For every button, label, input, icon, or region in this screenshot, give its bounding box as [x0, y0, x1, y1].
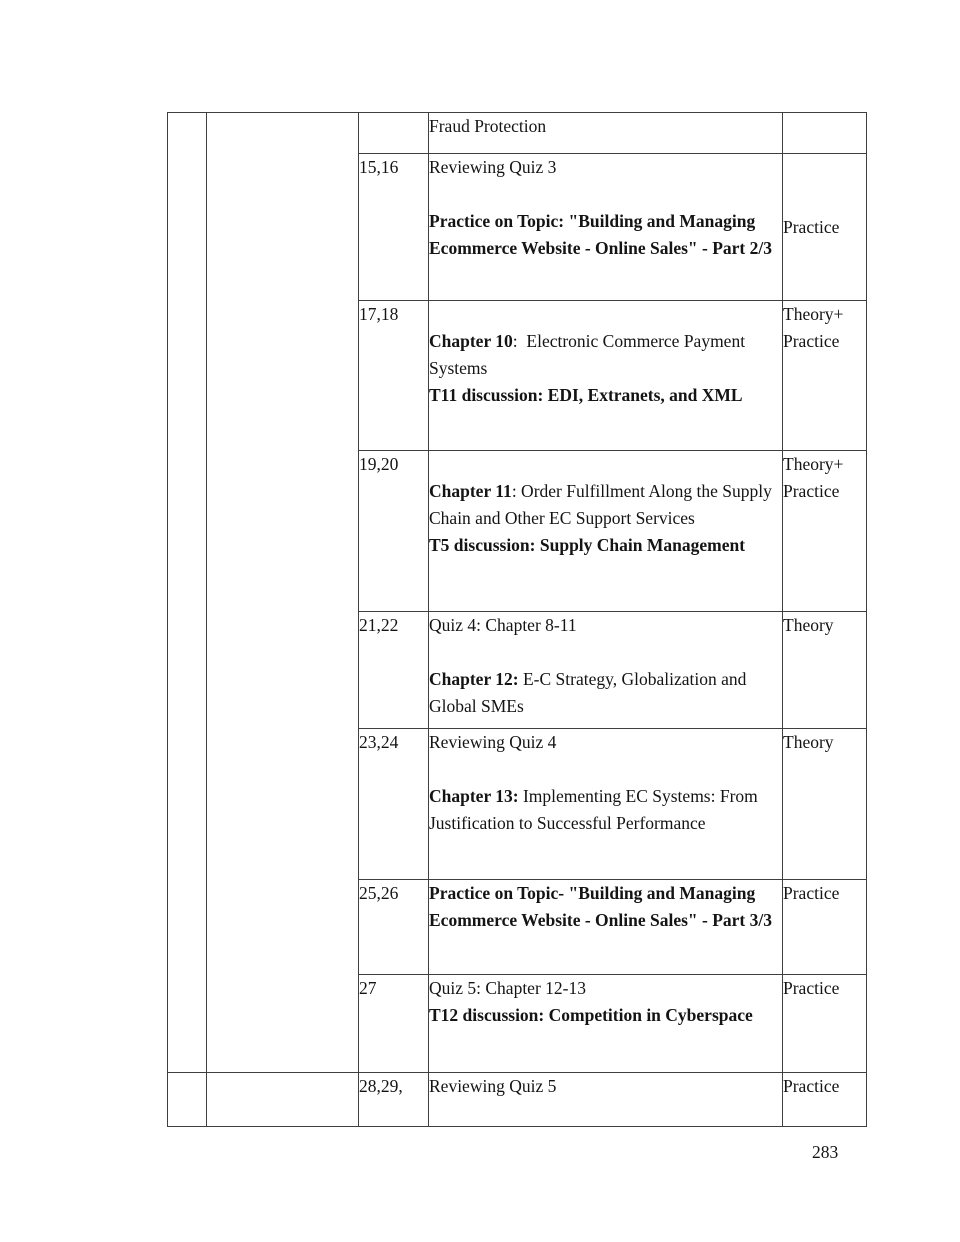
- type-cell: [783, 154, 867, 301]
- content-cell: [429, 301, 783, 451]
- session-type-label: Practice: [783, 1076, 840, 1096]
- content-paragraph: [429, 208, 782, 262]
- text-run: Quiz 4: Chapter 8-11: [429, 615, 577, 635]
- content-cell: [429, 612, 783, 729]
- sessions-cell: 28,29,: [359, 1073, 429, 1127]
- type-cell: [783, 113, 867, 154]
- text-run: E-C Strategy, Globalization and Global SMEs: [429, 669, 751, 716]
- content-paragraph: [429, 382, 782, 409]
- content-cell: [429, 1073, 783, 1127]
- blank-line: [429, 639, 782, 666]
- content-paragraph: [429, 729, 782, 756]
- sessions-cell: 15,16: [359, 154, 429, 301]
- bold-text-run: Chapter 12:: [429, 669, 519, 689]
- content-paragraph: [429, 113, 782, 140]
- text-run: Reviewing Quiz 4: [429, 732, 557, 752]
- sessions-cell: 17,18: [359, 301, 429, 451]
- bold-text-run: Chapter 13:: [429, 786, 519, 806]
- type-cell: [783, 729, 867, 880]
- content-paragraph: [429, 975, 782, 1002]
- session-type-label: Practice: [783, 883, 840, 903]
- text-run: : Order Fulfillment Along the Supply Chain and Other EC Support Services: [429, 481, 777, 528]
- text-run: Fraud Protection: [429, 116, 547, 136]
- sessions-cell: 25,26: [359, 880, 429, 975]
- content-cell: [429, 154, 783, 301]
- sessions-cell: 23,24: [359, 729, 429, 880]
- session-type-label: Practice: [783, 481, 840, 501]
- bold-text-run: Practice on Topic- "Building and Managing Ecommerce Website - Online Sales" - Part 3/3: [429, 883, 772, 930]
- text-run: Implementing EC Systems: From Justification to Successful Performance: [429, 786, 763, 833]
- blank-line: [429, 451, 782, 478]
- type-cell: [783, 301, 867, 451]
- type-cell: [783, 612, 867, 729]
- session-type-label: Practice: [783, 216, 840, 237]
- type-cell: [783, 451, 867, 612]
- session-type-label: Theory: [783, 732, 834, 752]
- left-group-cell: [207, 113, 359, 1073]
- bold-text-run: T11 discussion: EDI, Extranets, and XML: [429, 385, 743, 405]
- blank-line: [429, 301, 782, 328]
- course-schedule-table: [167, 112, 867, 1127]
- sessions-cell: [359, 113, 429, 154]
- content-cell: [429, 880, 783, 975]
- content-paragraph: [429, 154, 782, 181]
- content-cell: [429, 729, 783, 880]
- content-cell: [429, 113, 783, 154]
- content-paragraph: [429, 1073, 782, 1100]
- content-cell: [429, 451, 783, 612]
- bold-text-run: T5 discussion: Supply Chain Management: [429, 535, 746, 555]
- sessions-cell: 19,20: [359, 451, 429, 612]
- content-paragraph: [429, 666, 782, 720]
- content-paragraph: [429, 478, 782, 532]
- content-paragraph: [429, 532, 782, 559]
- session-type-label: Practice: [783, 331, 840, 351]
- session-type-label: Practice: [783, 978, 840, 998]
- left-group-cell: [207, 1073, 359, 1127]
- type-cell: [783, 975, 867, 1073]
- content-paragraph: [429, 612, 782, 639]
- bold-text-run: Chapter 10: [429, 331, 513, 351]
- blank-line: [429, 756, 782, 783]
- table-row: [168, 1073, 867, 1127]
- text-run: Reviewing Quiz 3: [429, 157, 557, 177]
- content-paragraph: [429, 783, 782, 837]
- text-run: Reviewing Quiz 5: [429, 1076, 557, 1096]
- text-run: Quiz 5: Chapter 12-13: [429, 978, 586, 998]
- type-cell: [783, 880, 867, 975]
- left-spacer-cell: [168, 113, 207, 1073]
- schedule-table-body: [168, 113, 867, 1127]
- session-type-label: Theory: [783, 615, 834, 635]
- type-cell: [783, 1073, 867, 1127]
- sessions-cell: 21,22: [359, 612, 429, 729]
- table-row: [168, 113, 867, 154]
- content-paragraph: [429, 328, 782, 382]
- blank-line: [429, 181, 782, 208]
- text-run: : Electronic Commerce Payment Systems: [429, 331, 750, 378]
- bold-text-run: Practice on Topic: "Building and Managing Ecommerce Website - Online Sales" - Part 2/3: [429, 211, 772, 258]
- content-paragraph: [429, 880, 782, 934]
- content-paragraph: [429, 1002, 782, 1029]
- sessions-cell: 27: [359, 975, 429, 1073]
- session-type-label: Theory+: [783, 304, 844, 324]
- left-spacer-cell: [168, 1073, 207, 1127]
- page-number: 283: [812, 1142, 839, 1162]
- content-cell: [429, 975, 783, 1073]
- session-type-label: Theory+: [783, 454, 844, 474]
- bold-text-run: T12 discussion: Competition in Cyberspace: [429, 1005, 753, 1025]
- bold-text-run: Chapter 11: [429, 481, 512, 501]
